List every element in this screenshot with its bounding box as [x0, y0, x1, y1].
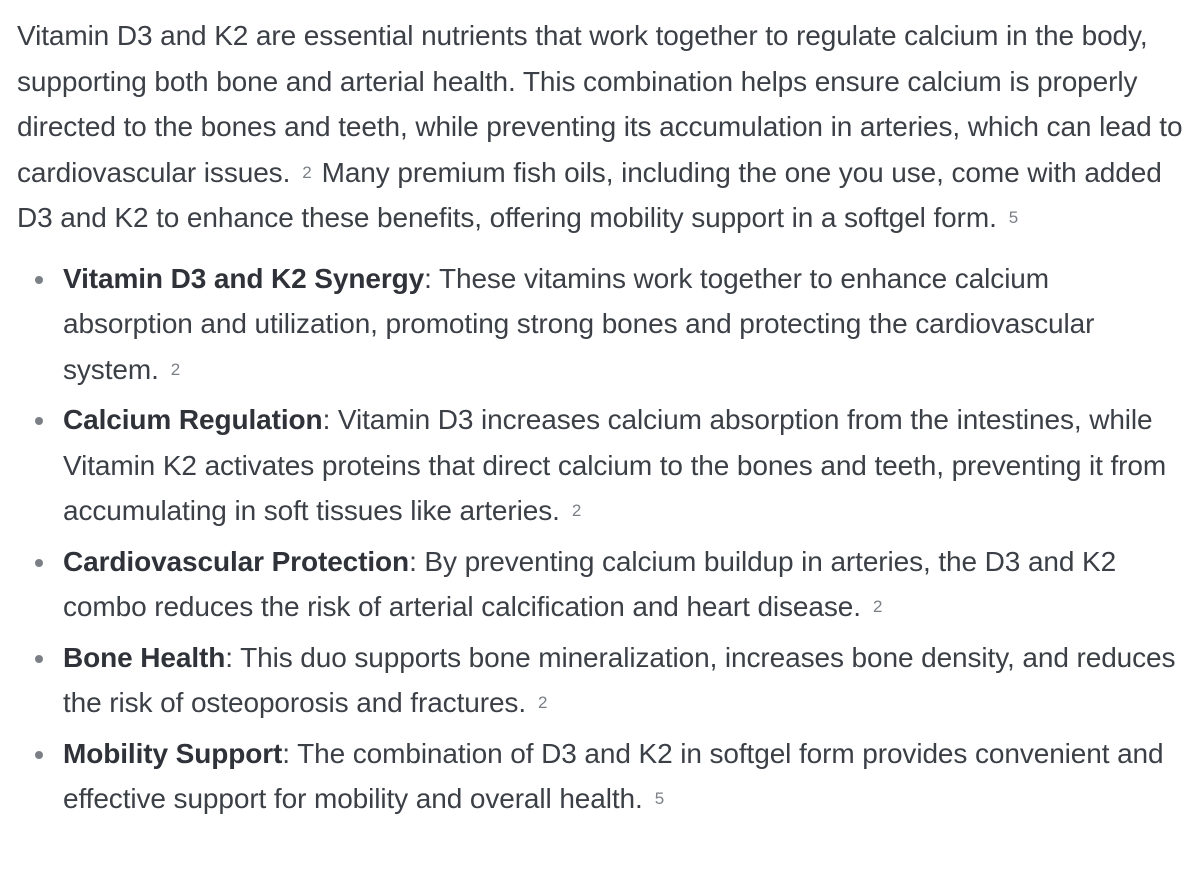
list-item-bone-health — [17, 635, 1186, 726]
list-item-synergy — [17, 256, 1186, 393]
item-term: Bone Health — [63, 641, 226, 673]
citation-2[interactable]: 2 — [872, 597, 883, 616]
list-item-cardiovascular — [17, 539, 1186, 630]
intro-text-2: Many premium fish oils, including the one you use, come with added D3 and K2 to enhance these benefits, offering mobility support in a softgel form. — [17, 156, 1162, 233]
intro-paragraph — [17, 13, 1186, 241]
citation-5[interactable]: 5 — [654, 789, 665, 808]
bullet-dot — [35, 559, 43, 567]
benefits-list — [17, 256, 1186, 822]
bullet-dot — [35, 655, 43, 663]
item-text: : The combination of D3 and K2 in softgel form provides convenient and effective support for mobility and overall health. — [63, 737, 1164, 814]
item-term: Calcium Regulation — [63, 404, 323, 435]
bullet-dot — [35, 417, 43, 425]
item-term: Cardiovascular Protection — [63, 545, 410, 577]
citation-2[interactable]: 2 — [302, 162, 312, 182]
intro-text-1: Vitamin D3 and K2 are essential nutrients that work together to regulate calcium in the body, supporting both bone and arterial health. This combination helps ensure calcium is properly directed to the bones and teeth, while preventing its accumulation in arteries, which can lead to cardiovascular issues. — [17, 20, 1183, 188]
bullet-dot — [35, 276, 43, 284]
item-term: Mobility Support — [63, 737, 283, 769]
item-text: : Vitamin D3 increases calcium absorption from the intestines, while Vitamin K2 activates proteins that direct calcium to the bones and teeth, preventing it from accumulating in soft tissues like arteries. — [63, 404, 1167, 526]
list-item-mobility — [17, 731, 1186, 822]
bullet-dot — [35, 751, 43, 759]
item-term: Vitamin D3 and K2 Synergy — [63, 262, 425, 294]
item-text: : These vitamins work together to enhance calcium absorption and utilization, promoting strong bones and protecting the cardiovascular system. — [63, 262, 1095, 385]
citation-2[interactable]: 2 — [170, 359, 181, 379]
citation-2[interactable]: 2 — [538, 693, 548, 712]
citation-5[interactable]: 5 — [1008, 208, 1019, 227]
item-text: : By preventing calcium buildup in arteries, the D3 and K2 combo reduces the risk of arterial calcification and heart disease. — [63, 545, 1117, 622]
citation-2[interactable]: 2 — [571, 501, 582, 520]
item-text: : This duo supports bone mineralization, increases bone density, and reduces the risk of osteoporosis and fractures. — [63, 641, 1176, 718]
list-item-calcium-regulation — [17, 397, 1186, 534]
